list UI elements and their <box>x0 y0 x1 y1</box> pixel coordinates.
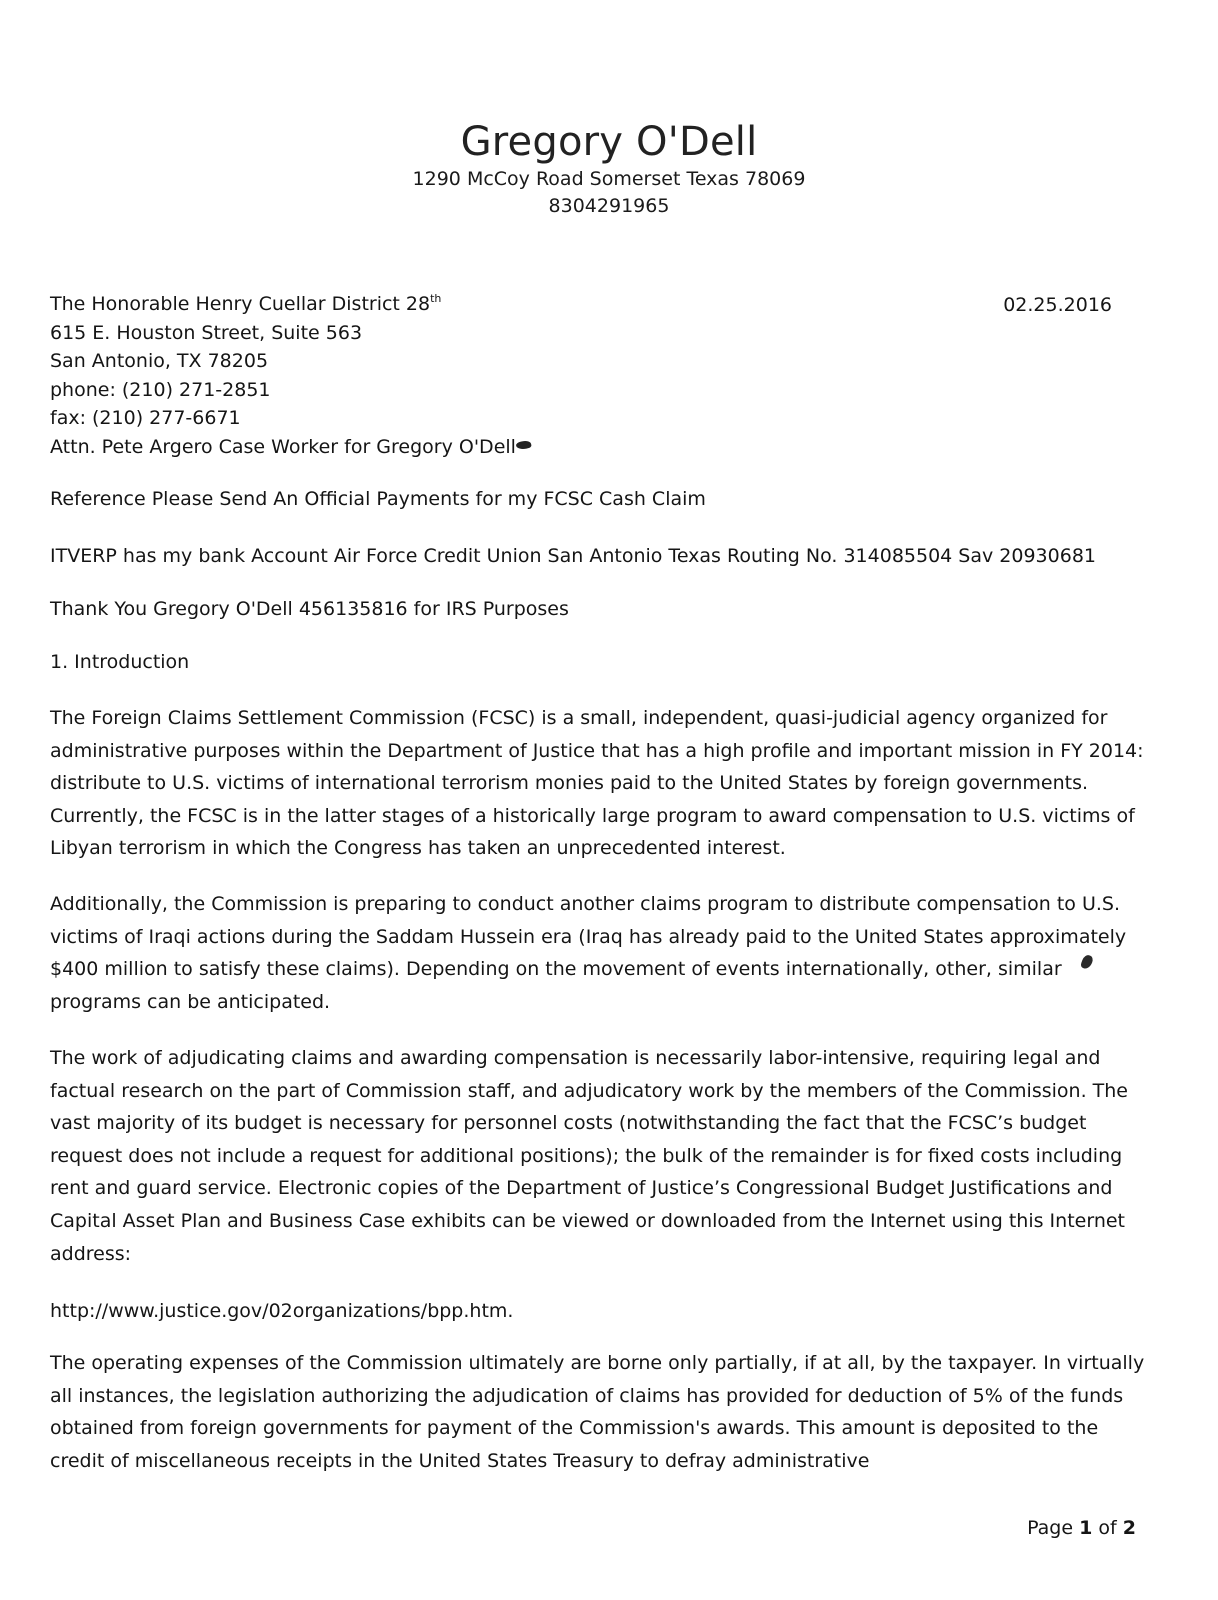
page-total: 2 <box>1122 1517 1136 1539</box>
sender-name: Gregory O'Dell <box>460 119 758 165</box>
paragraph-1: The Foreign Claims Settlement Commission (FCSC) is a small, independent, quasi-judicial agency organized for administrative purposes within the Department of Justice that has a high profile and important mission in FY 2014: distribute to U.S. victims of international terrorism monies paid to the United States by foreign governments. Currently, the FCSC is in the latter stages of a historically large program to award compensation to U.S. victims of Libyan terrorism in which the Congress has taken an unprecedented interest. <box>50 707 1144 860</box>
of-label: of <box>1098 1517 1117 1539</box>
page-label: Page <box>1027 1517 1074 1539</box>
recipient-name: The Honorable Henry Cuellar District 28 <box>50 293 431 315</box>
ink-smudge <box>515 439 531 450</box>
budget-url: http://www.justice.gov/02organizations/bpp.htm. <box>50 1300 514 1322</box>
attn-text: Attn. Pete Argero Case Worker for Gregory O'Dell <box>50 435 516 458</box>
ordinal-suffix: th <box>430 291 442 305</box>
reference-line: Reference Please Send An Official Payments for my FCSC Cash Claim <box>50 488 706 510</box>
thanks-line: Thank You Gregory O'Dell 456135816 for IRS Purposes <box>50 598 569 620</box>
paragraph-3: The work of adjudicating claims and awarding compensation is necessarily labor-intensive, requiring legal and factual research on the part of Commission staff, and adjudicatory work by the members of the Commission. The vast majority of its budget is necessary for personnel costs (notwithstanding the fact that the FCSC’s budget request does not include a request for additional positions); the bulk of the remainder is for fixed costs including rent and guard service. Electronic copies of the Department of Justice’s Congressional Budget Justifications and Capital Asset Plan and Business Case exhibits can be viewed or downloaded from the Internet using this Internet address: <box>50 1047 1128 1265</box>
recipient-phone: phone: (210) 271-2851 <box>50 378 271 401</box>
recipient-city: San Antonio, TX 78205 <box>50 350 269 372</box>
recipient-line-1 <box>50 290 532 319</box>
paragraph-2: Additionally, the Commission is preparing to conduct another claims program to distribute compensation to U.S. victims of Iraqi actions during the Saddam Hussein era (Iraq has already paid to the United States approximately $400 million to satisfy these claims). Depending on the movement of events internationally, other, similar programs can be anticipated. <box>50 893 1127 1013</box>
sender-phone: 8304291965 <box>548 195 670 217</box>
recipient-street: 615 E. Houston Street, Suite 563 <box>50 321 363 344</box>
letter-date: 02.25.2016 <box>1003 294 1112 316</box>
recipient-attn <box>50 433 532 462</box>
recipient-block <box>50 290 532 461</box>
paragraph-4: The operating expenses of the Commission ultimately are borne only partially, if at all, by the taxpayer. In virtually all instances, the legislation authorizing the adjudication of claims has provided for deduction of 5% of the funds obtained from foreign governments for payment of the Commission's awards. This amount is deposited to the credit of miscellaneous receipts in the United States Treasury to defray administrative <box>50 1352 1145 1472</box>
page-number <box>1027 1514 1136 1542</box>
recipient-fax: fax: (210) 277-6671 <box>50 407 241 429</box>
page-current: 1 <box>1079 1517 1093 1539</box>
letterhead <box>0 118 1218 220</box>
sender-address: 1290 McCoy Road Somerset Texas 78069 <box>412 168 806 190</box>
section-heading: 1. Introduction <box>50 651 190 673</box>
bank-line: ITVERP has my bank Account Air Force Credit Union San Antonio Texas Routing No. 314085504 Sav 20930681 <box>50 545 1096 567</box>
